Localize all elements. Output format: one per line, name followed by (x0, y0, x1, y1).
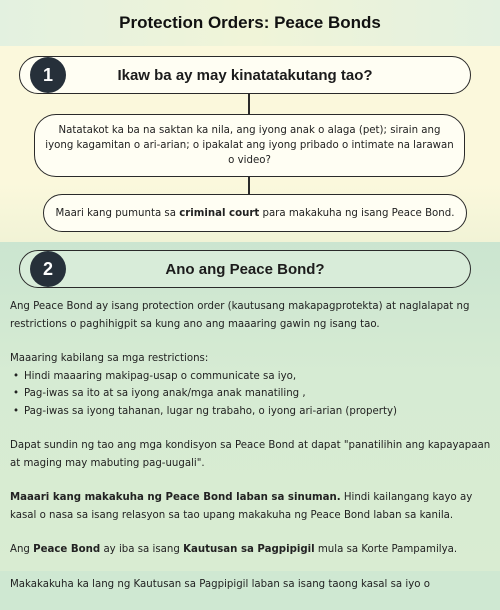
restrictions-list (10, 368, 494, 421)
step-1-heading: Ikaw ba ay may kinatatakutang tao? (117, 66, 373, 84)
step-2-number-badge (30, 251, 66, 287)
step-1-number-badge (30, 57, 66, 93)
paragraph-difference (10, 541, 494, 559)
paragraph-difference-restraining-order: Kautusan sa Pagpipigil (183, 544, 315, 555)
step-1-number: 1 (42, 64, 53, 85)
paragraph-definition: Ang Peace Bond ay isang protection order (kautusang makapagprotekta) at naglalapat ng restrictions o paghihigpit sa kung ano ang maaaring gawin ng isang tao. (10, 301, 470, 330)
paragraph-conditions: Dapat sundin ng tao ang mga kondisyon sa Peace Bond at dapat "panatilihin ang kapayapaan at maging may mabuting pag-uugali". (10, 440, 491, 469)
step-1-heading-pill (19, 56, 471, 94)
paragraph-restraining-order: Makakakuha ka lang ng Kautusan sa Pagpipigil laban sa isang taong kasal sa iyo o (10, 578, 430, 590)
connector-line (248, 177, 250, 194)
restrictions-intro: Maaaring kabilang sa mga restrictions: (10, 353, 209, 364)
paragraph-anyone (10, 489, 494, 524)
answer-box (43, 194, 467, 232)
list-item: • Hindi maaaring makipag-usap o communicate sa iyo, (10, 368, 494, 386)
paragraph-difference-post: mula sa Korte Pampamilya. (314, 544, 458, 555)
list-item: • Pag-iwas sa ito at sa iyong anak/mga anak manatiling , (10, 385, 494, 403)
paragraph-difference-peace-bond: Peace Bond (33, 544, 101, 555)
answer-text-pre: Maari kang pumunta sa (55, 207, 180, 219)
title-bar (0, 0, 500, 46)
list-item: • Pag-iwas sa iyong tahanan, lugar ng trabaho, o iyong ari-arian (property) (10, 403, 494, 421)
question-box (34, 114, 465, 177)
connector-line (248, 94, 250, 114)
paragraph-anyone-rest: Hindi kailangang kayo ay kasal o nasa sa isang relasyon sa tao upang makakuha ng Peace Bond laban sa kanila. (10, 492, 473, 521)
step-2-heading: Ano ang Peace Bond? (165, 260, 325, 278)
question-text: Natatakot ka ba na saktan ka nila, ang iyong anak o alaga (pet); sirain ang iyong kagamitan o ari-arian; o ipakalat ang iyong pribado o intimate na larawan o video? (45, 125, 454, 166)
step-2-body (10, 298, 494, 610)
page-title: Protection Orders: Peace Bonds (119, 13, 381, 32)
paragraph-anyone-bold: Maaari kang makakuha ng Peace Bond laban sa sinuman. (10, 492, 341, 503)
answer-text-court: criminal court (179, 207, 260, 219)
answer-text (56, 208, 455, 219)
answer-text-post: para makakuha ng isang Peace Bond. (259, 207, 455, 219)
paragraph-difference-mid: ay iba sa isang (100, 544, 184, 555)
step-2-heading-pill (19, 250, 471, 288)
paragraph-difference-pre: Ang (10, 544, 34, 555)
step-2-number: 2 (42, 258, 53, 279)
